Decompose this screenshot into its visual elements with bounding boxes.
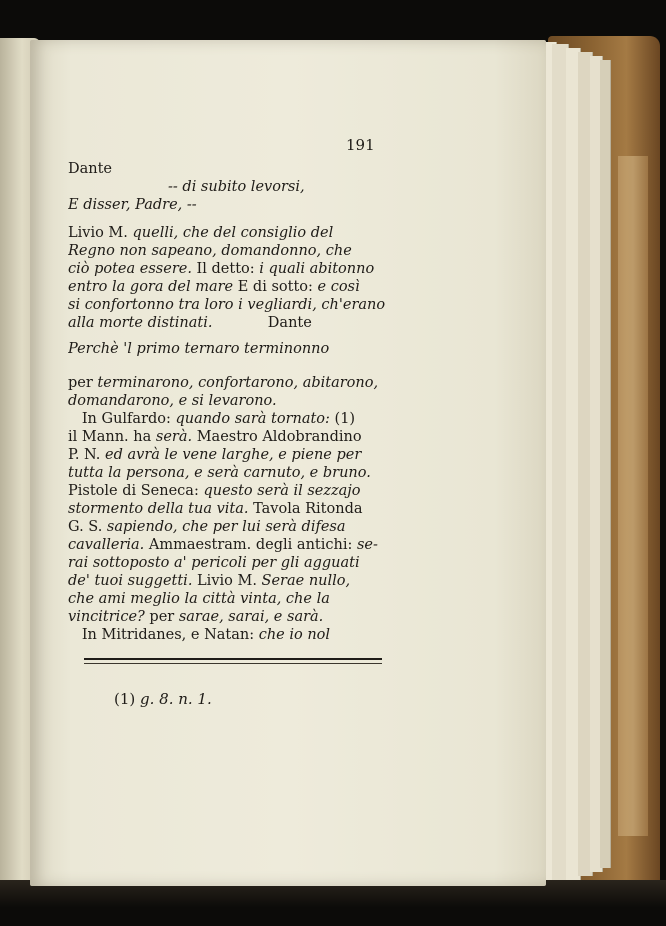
text-segment: Dante (212, 315, 312, 331)
text-line (68, 296, 388, 314)
text-segment: sapiendo, che per lui serà difesa (106, 519, 346, 535)
text-line (68, 608, 388, 626)
text-segment: che io nol (258, 627, 331, 643)
text-segment: ciò potea essere. (68, 261, 197, 277)
text-segment: quando sarà tornato: (175, 411, 330, 427)
text-segment: Regno non sapeano, domandonno, che (68, 243, 352, 259)
text-line (68, 242, 388, 260)
verse-line-ternaro (68, 340, 388, 358)
text-line (68, 572, 388, 590)
text-line: -- di subito levorsi, (168, 179, 305, 195)
text-segment: Livio M. (68, 225, 133, 241)
background-shadow (0, 880, 666, 926)
text-line (68, 500, 388, 518)
text-segment: e così (317, 279, 360, 295)
text-line (68, 482, 388, 500)
footnote-mark: (1) (114, 690, 141, 708)
text-segment: P. N. (68, 447, 106, 463)
text-segment: il Mann. ha (68, 429, 156, 445)
text-segment: Serae nullo, (261, 573, 351, 589)
text-line (68, 518, 388, 536)
text-line (68, 464, 388, 482)
verse-quote-block (68, 160, 388, 214)
text-segment: Tavola Ritonda (248, 501, 363, 517)
text-segment: (1) (329, 411, 356, 427)
text-segment: Livio M. (192, 573, 262, 589)
footnote-rule-thin (84, 663, 382, 664)
text-line (68, 446, 388, 464)
text-segment: Ammaestram. degli antichi: (144, 537, 357, 553)
text-segment: per (68, 375, 98, 391)
page-number: 191 (346, 136, 375, 154)
text-segment: rai sottoposto a' pericoli per gli agguati (68, 555, 360, 571)
text-segment: se- (356, 537, 378, 553)
text-line (68, 554, 388, 572)
text-segment: i quali abitonno (259, 261, 375, 277)
text-line (68, 374, 388, 392)
text-line (68, 536, 388, 554)
text-segment: Pistole di Seneca: (68, 483, 204, 499)
text-line (68, 340, 388, 358)
text-segment: tutta la persona, e serà carnuto, e bruno. (68, 465, 371, 481)
text-segment: Il detto: (196, 261, 260, 277)
text-segment: si confortonno tra loro i vegliardi, ch'erano (68, 297, 386, 313)
text-line (68, 224, 388, 242)
text-segment: serà. (155, 429, 193, 445)
text-segment: G. S. (68, 519, 107, 535)
text-segment: quelli, che del consiglio del (132, 225, 334, 241)
text-line (68, 278, 388, 296)
text-segment: questo serà il sezzajo (203, 483, 361, 499)
text-segment: In Gulfardo: (68, 411, 176, 427)
text-segment: Perchè 'l primo ternaro terminonno (68, 341, 330, 357)
text-line (68, 260, 388, 278)
text-segment: domandarono, e si levarono. (68, 393, 277, 409)
footnote-text: g. 8. n. 1. (140, 690, 212, 708)
text-segment: che ami meglio la città vinta, che la (68, 591, 330, 607)
text-segment: sarae, sarai, e sarà. (178, 609, 324, 625)
text-segment: E di sotto: (237, 279, 318, 295)
text-segment: cavalleria. (68, 537, 145, 553)
text-segment: entro la gora del mare (68, 279, 238, 295)
text-segment: per (144, 609, 179, 625)
text-line (68, 392, 388, 410)
text-segment: alla morte distinati. (68, 315, 213, 331)
text-segment: stormento della tua vita. (68, 501, 249, 517)
text-line (68, 410, 388, 428)
text-line (68, 626, 388, 644)
paragraph-examples (68, 374, 388, 644)
paragraph-livio (68, 224, 388, 332)
text-segment: Maestro Aldobrandino (192, 429, 362, 445)
text-segment: vincitrice? (68, 609, 145, 625)
text-line: Dante (68, 161, 113, 177)
text-segment: ed avrà le vene larghe, e piene per (105, 447, 362, 463)
footnote-rule (84, 658, 382, 660)
text-line (68, 590, 388, 608)
page-edge (600, 60, 611, 868)
book-page (30, 40, 546, 886)
text-line (68, 314, 388, 332)
text-line: E disser, Padre, -- (68, 197, 197, 213)
text-segment: terminarono, confortarono, abitarono, (97, 375, 379, 391)
text-segment: de' tuoi suggetti. (68, 573, 193, 589)
footnote (114, 690, 212, 708)
text-line (68, 428, 388, 446)
text-segment: In Mitridanes, e Natan: (68, 627, 259, 643)
